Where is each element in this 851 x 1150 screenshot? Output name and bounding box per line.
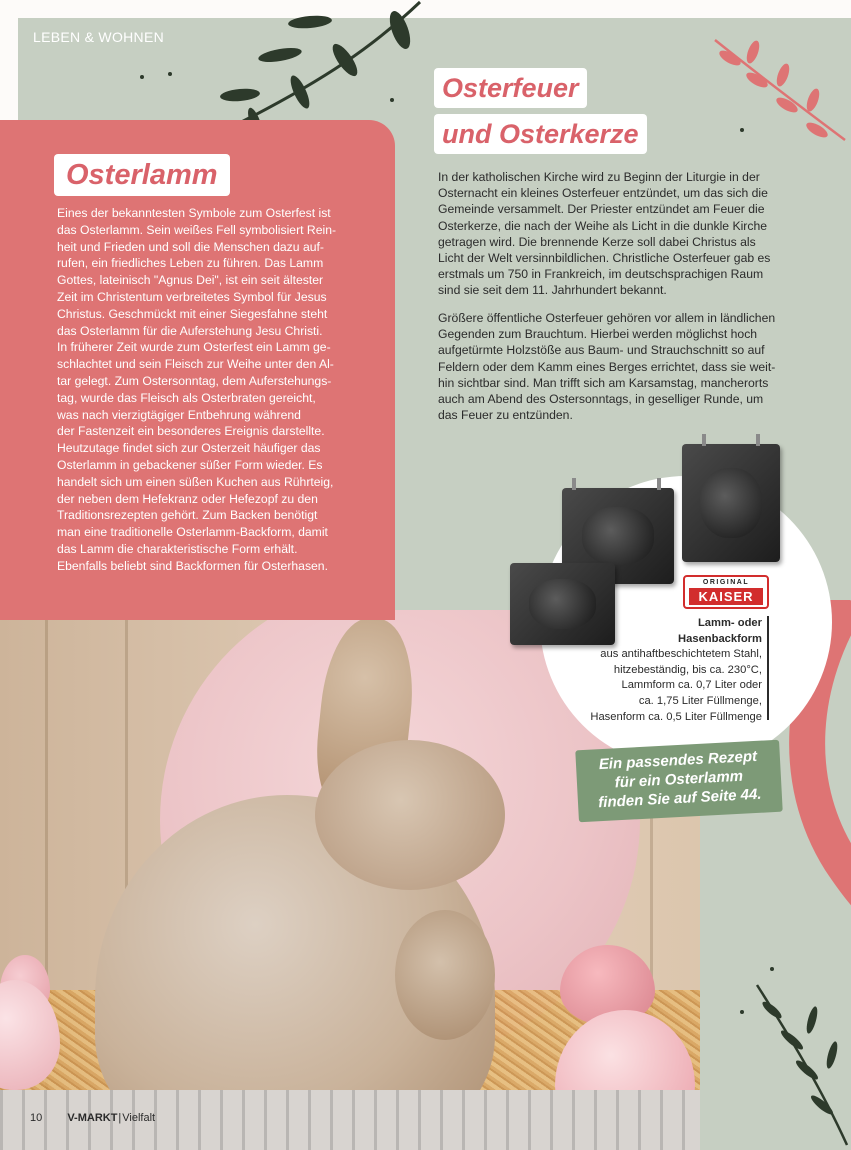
text-line: In der katholischen Kirche wird zu Beginn der Liturgie in der [438,170,760,184]
kaiser-logo-top: ORIGINAL [702,579,750,586]
text-line: sind sie seit dem 11. Jahrhundert bekannt. [438,283,667,298]
osterfeuer-paragraph-2 [438,310,808,423]
osterfeuer-title-line1: Osterfeuer [434,68,587,108]
osterlamm-title: Osterlamm [54,154,230,196]
text-line: das Osterlamm. Sein weißes Fell symbolisiert Rein- [57,222,337,237]
product-detail: Hasenform ca. 0,5 Liter Füllmenge [590,710,762,723]
text-line: Gemeinde versammelt. Der Priester entzündet am Feuer die [438,202,765,217]
leaf-branch-bottom-icon [752,980,851,1150]
footer-brand: V-MARKT [67,1112,118,1124]
text-line: Osterlamm in gebackener süßer Form wieder. Es [57,457,323,472]
product-description [560,616,762,725]
text-line: Christus. Geschmückt mit einer Siegesfahne steht [57,306,328,321]
recipe-hint-box [575,740,782,823]
product-detail: aus antihaftbeschichtetem Stahl, [600,648,762,661]
text-line: das Feuer zu entzünden. [438,408,573,423]
decor-dot [390,98,394,102]
product-detail: Lammform ca. 0,7 Liter oder [621,679,762,692]
text-line: aufgetürmte Holzstöße aus Baum- und Strauchschnitt so auf [438,343,765,358]
text-line: das Lamm die charakteristische Form erhält. [57,541,298,556]
decor-dot [740,128,744,132]
product-name: Lamm- oder [697,617,762,629]
kaiser-logo [683,575,769,609]
text-line: tag, wurde das Fleisch als Osterbraten gereicht, [57,390,316,405]
kaiser-logo-brand: KAISER [689,588,763,605]
text-line: handelt sich um einen süßen Kuchen aus Rührteig, [57,474,334,489]
bunny-baking-mold-image [682,444,780,562]
text-line: tar gelegt. Zum Ostersonntag, dem Auferstehungs- [57,373,332,388]
page-footer [30,1112,155,1124]
text-line: Osterkerze, die nach der Weihe als Licht in die dunkle Kirche [438,218,768,233]
text-line: Eines der bekanntesten Symbole zum Osterfest ist [57,206,331,220]
product-detail: hitzebeständig, bis ca. 230°C, [613,663,762,676]
text-line: Osternacht ein kleines Osterfeuer entzündet, um das sich die [438,186,768,201]
osterfeuer-paragraph-1 [438,169,808,299]
product-text-bar [767,616,769,720]
section-label: LEBEN & WOHNEN [33,29,164,45]
text-line: Heutzutage findet sich zur Osterzeit häufiger das [57,441,321,456]
text-line: rufen, ein friedliches Leben zu führen. Das Lamm [57,256,324,271]
text-line: Ebenfalls beliebt sind Backformen für Osterhasen. [57,558,328,573]
text-line: heit und Frieden und soll die Menschen dazu auf- [57,239,324,254]
text-line: auch am Abend des Ostersonntags, in geselliger Runde, um [438,392,764,407]
text-line: In früherer Zeit wurde zum Osterfest ein Lamm ge- [57,340,331,355]
decor-dot [740,1010,744,1014]
product-name: Hasenbackform [678,632,762,645]
osterlamm-text [57,205,349,575]
text-line: Feldern oder dem Kamm eines Berges errichtet, dass sie weit- [438,359,776,374]
text-line: Traditionsrezepten gehört. Zum Backen benötigt [57,508,318,523]
text-line: der Fastenzeit ein besonderes Ereignis darstellte. [57,424,325,439]
text-line: man eine traditionelle Osterlamm-Backform, damit [57,525,328,540]
page-number: 10 [30,1112,43,1124]
footer-separator: | [118,1112,122,1124]
text-line: Zeit im Christentum verbreitetes Symbol für Jesus [57,289,327,304]
recipe-line: für ein Osterlamm [614,767,744,792]
recipe-hint-text [576,746,783,814]
text-line: Gegenden zum Brauchtum. Hierbei werden möglichst hoch [438,327,758,342]
product-detail: ca. 1,75 Liter Füllmenge, [638,694,762,707]
coral-branch-icon [705,30,851,150]
footer-magazine: Vielfalt [122,1112,156,1124]
osterfeuer-title-line2: und Osterkerze [434,114,647,154]
text-line: getragen wird. Die brennende Kerze soll dabei Christus als [438,234,756,249]
text-line: Gottes, lateinisch "Agnus Dei", ist ein seit ältester [57,273,324,288]
text-line: schlachtet und sein Fleisch zur Weihe unter den Al- [57,357,334,372]
decor-dot [770,967,774,971]
recipe-line: finden Sie auf Seite 44. [597,785,762,812]
text-line: der neben dem Hefekranz oder Hefezopf zu den [57,491,318,506]
text-line: Licht der Welt versinnbildlichen. Christliche Osterfeuer gab es [438,251,771,266]
decor-dot [140,75,144,79]
text-line: Größere öffentliche Osterfeuer gehören vor allem in ländlichen [438,311,776,325]
text-line: hin sichtbar sind. Man trifft sich am Karsamstag, mancherorts [438,375,769,390]
recipe-line: Ein passendes Rezept [598,747,758,774]
text-line: das Osterlamm für die Auferstehung Jesu Christi. [57,323,323,338]
text-line: erstmals um 750 in Frankreich, im deutschsprachigen Raum [438,267,764,282]
decor-dot [168,72,172,76]
text-line: was nach vierzigtägiger Entbehrung während [57,407,301,422]
